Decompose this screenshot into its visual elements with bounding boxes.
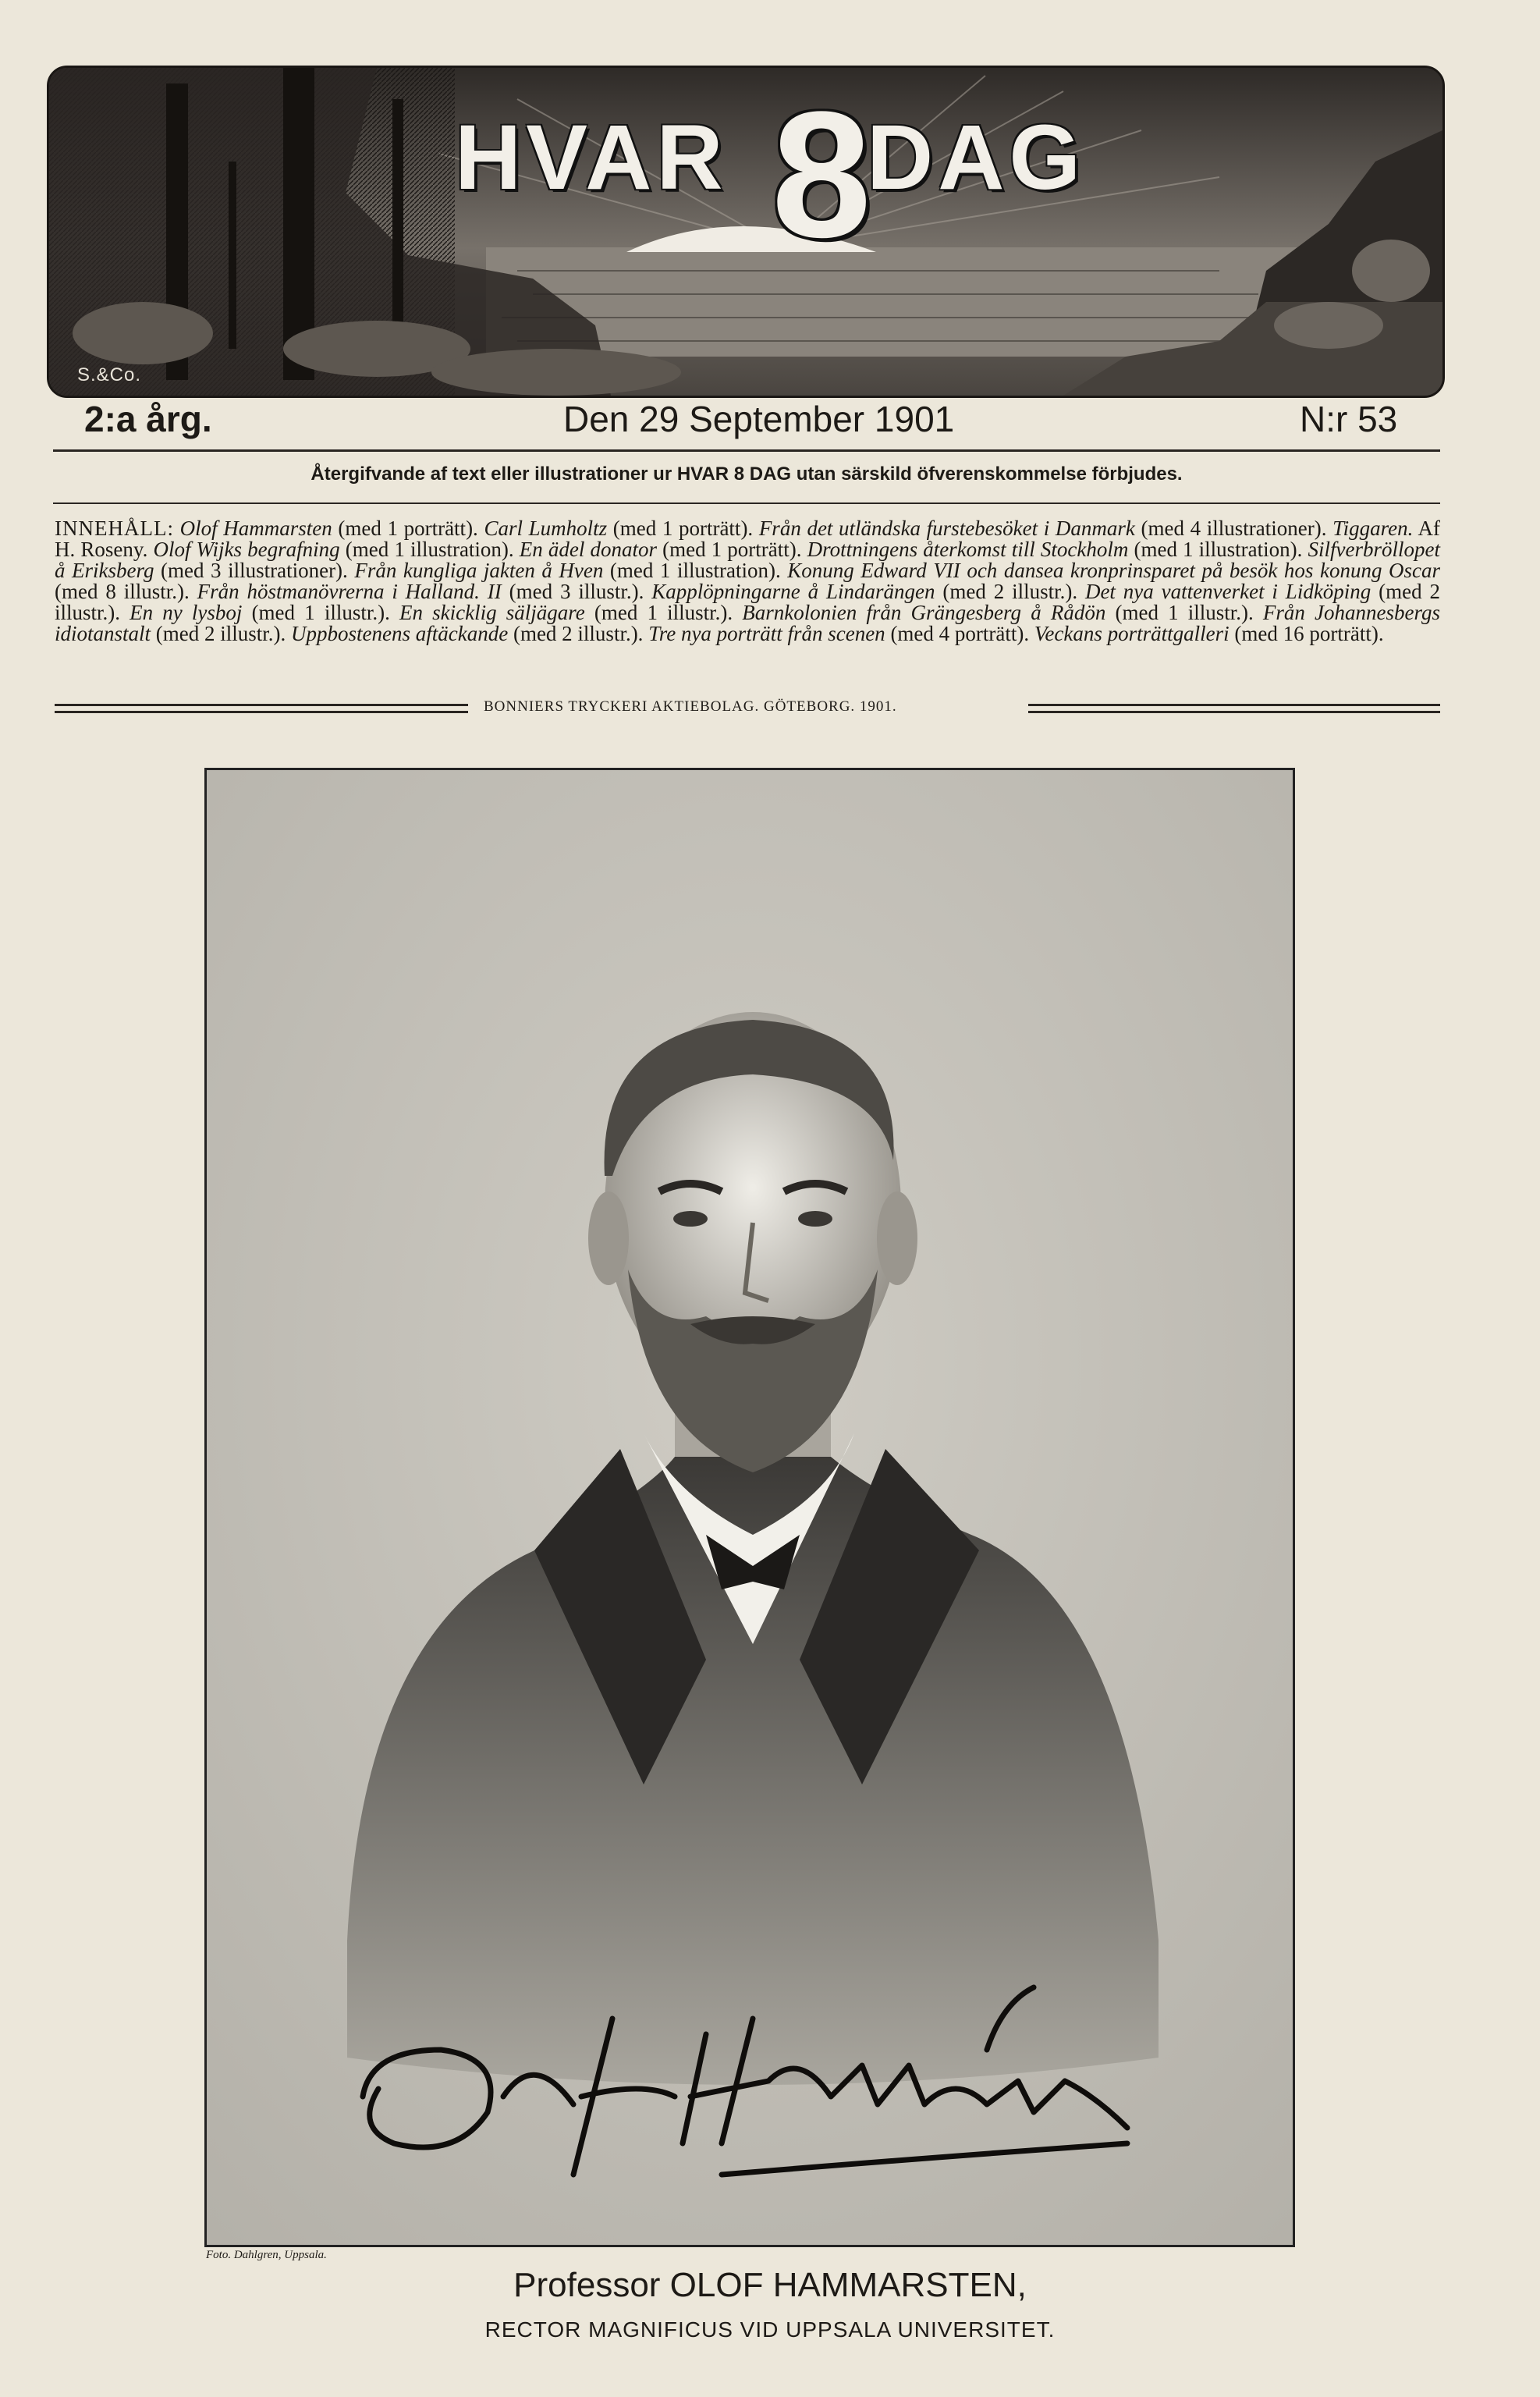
contents-title: En skicklig säljägare: [399, 601, 585, 624]
contents-note: (med 3 illustrationer).: [154, 559, 355, 582]
photo-credit: Foto. Dahlgren, Uppsala.: [206, 2249, 327, 2261]
engraver-mark: S.&Co.: [77, 364, 142, 385]
contents-note: [174, 517, 180, 540]
contents-title: Carl Lumholtz: [484, 517, 608, 540]
contents-title: Uppbostenens aftäckande: [291, 622, 509, 645]
issue-date: Den 29 September 1901: [563, 399, 955, 439]
contents-note: (med 1 porträtt).: [656, 538, 807, 561]
contents-title: Olof Wijks begrafning: [153, 538, 340, 561]
portrait-photograph: [204, 768, 1295, 2247]
contents-title: Tiggaren.: [1332, 517, 1414, 540]
contents-note: (med 2 illustr.).: [151, 622, 292, 645]
contents-note: (med 1 illustration).: [603, 559, 788, 582]
contents-note: (med 2 illustr.).: [508, 622, 649, 645]
divider-top: [53, 449, 1440, 452]
contents-list: [55, 518, 1440, 645]
contents-title: Tre nya porträtt från scenen: [648, 622, 885, 645]
printer-imprint: BONNIERS TRYCKERI AKTIEBOLAG. GÖTEBORG. 1901.: [484, 698, 897, 715]
divider-notice: [53, 502, 1440, 504]
printer-rule-right: [1028, 704, 1440, 713]
contents-title: En ädel donator: [519, 538, 657, 561]
issue-number: N:r 53: [1300, 399, 1398, 439]
masthead-title-left: HVAR: [455, 106, 728, 209]
contents-title: En ny lysboj: [130, 601, 243, 624]
contents-title: Från det utländska furstebesöket i Danmark: [758, 517, 1135, 540]
masthead-numeral: 8: [772, 74, 871, 275]
issue-year: 2:a årg.: [84, 399, 212, 439]
contents-note: (med 1 illustr.).: [1105, 601, 1263, 624]
contents-note: (med 8 illustr.).: [55, 580, 197, 603]
contents-body: [55, 517, 1440, 645]
contents-title: Från kungliga jakten å Hven: [354, 559, 604, 582]
contents-note: (med 1 illustration).: [339, 538, 520, 561]
contents-label: INNEHÅLL:: [55, 517, 174, 540]
contents-note: (med 3 illustr.).: [501, 580, 652, 603]
landscape-engraving: [49, 68, 1442, 396]
caption-title: Professor OLOF HAMMARSTEN,: [513, 2266, 1027, 2304]
contents-note: (med 4 illustrationer).: [1134, 517, 1333, 540]
contents-title: Från höstmanövrerna i Halland. II: [197, 580, 502, 603]
contents-note: (med 1 illustr.).: [242, 601, 399, 624]
contents-title: Veckans porträttgalleri: [1034, 622, 1230, 645]
contents-title: Silfverbröllopet å Eriksberg: [55, 538, 1440, 582]
portrait-image: [207, 770, 1293, 2245]
contents-title: Kapplöpningarne å Lindarängen: [651, 580, 935, 603]
contents-title: Det nya vattenverket i Lidköping: [1084, 580, 1371, 603]
contents-title: Från Johannesbergs idiotanstalt: [55, 601, 1441, 645]
contents-title: Konung Edward VII och dansea kronprinsparet på besök hos konung Oscar: [787, 559, 1440, 582]
contents-note: (med 1 porträtt).: [332, 517, 484, 540]
contents-note: Af H. Roseny.: [55, 517, 1441, 561]
contents-note: (med 2 illustr.).: [935, 580, 1085, 603]
caption-subtitle: RECTOR MAGNIFICUS VID UPPSALA UNIVERSITET.: [484, 2317, 1056, 2342]
contents-note: (med 2 illustr.).: [55, 580, 1441, 624]
contents-title: Barnkolonien från Grängesberg å Rådön: [742, 601, 1106, 624]
contents-note: (med 1 porträtt).: [607, 517, 759, 540]
contents-note: (med 1 illustration).: [1128, 538, 1308, 561]
contents-title: Olof Hammarsten: [179, 517, 332, 540]
contents-title: Drottningens återkomst till Stockholm: [807, 538, 1129, 561]
contents-note: (med 16 porträtt).: [1229, 622, 1384, 645]
printer-rule-left: [55, 704, 468, 713]
contents-note: (med 4 porträtt).: [885, 622, 1034, 645]
contents-note: (med 1 illustr.).: [584, 601, 743, 624]
masthead-title-right: DAG: [867, 106, 1086, 209]
copyright-notice: Återgifvande af text eller illustrationer ur HVAR 8 DAG utan särskild öfverenskommelse förbjudes.: [310, 463, 1183, 485]
masthead-banner: [47, 66, 1445, 398]
